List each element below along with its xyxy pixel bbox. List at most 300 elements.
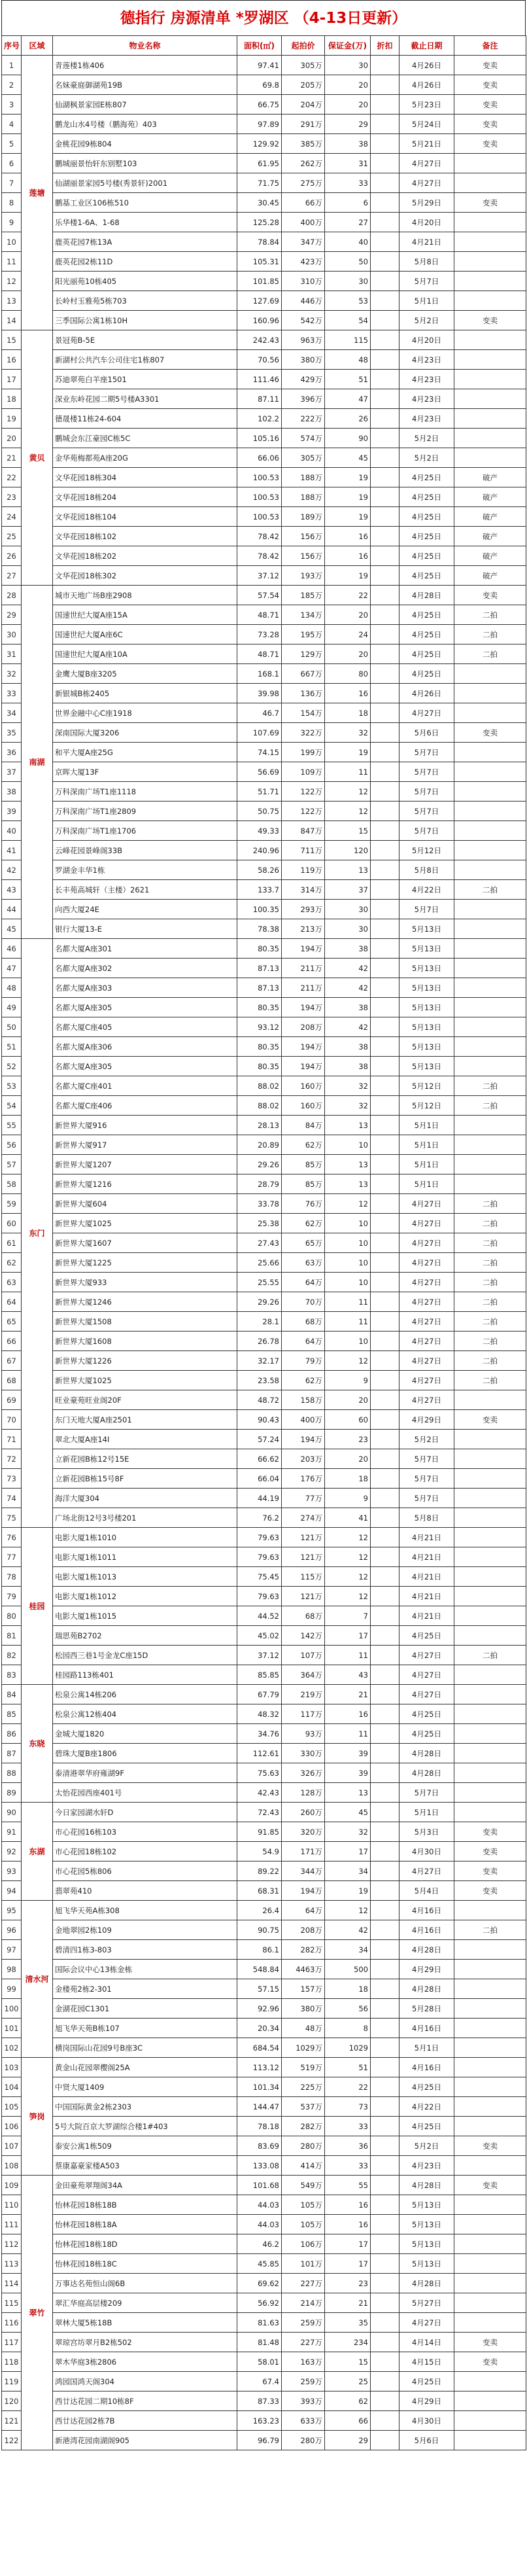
deposit-value: 55 (325, 2176, 371, 2195)
discount-value (371, 311, 400, 330)
row-number: 21 (2, 448, 22, 468)
property-name: 三季国际公寓1栋10H (53, 311, 237, 330)
property-name: 名都大厦A座303 (53, 978, 237, 998)
property-name: 万事达名苑恒山阁6B (53, 2274, 237, 2293)
area-value: 66.75 (237, 95, 282, 115)
area-value: 23.58 (237, 1371, 282, 1390)
deposit-value: 20 (325, 95, 371, 115)
remark-text (454, 154, 526, 173)
start-price: 194万 (282, 939, 325, 959)
discount-value (371, 762, 400, 782)
property-name: 西廿达花园二期10栋8F (53, 2391, 237, 2411)
start-price: 344万 (282, 1861, 325, 1881)
start-price: 62万 (282, 1214, 325, 1233)
discount-value (371, 252, 400, 272)
start-price: 225万 (282, 2077, 325, 2097)
deposit-value: 39 (325, 1744, 371, 1763)
property-name: 中贤大厦1409 (53, 2077, 237, 2097)
area-value: 105.16 (237, 429, 282, 448)
remark-text (454, 232, 526, 252)
header-cell-no: 序号 (2, 36, 22, 56)
deposit-value: 15 (325, 2352, 371, 2372)
discount-value (371, 684, 400, 703)
start-price: 320万 (282, 1822, 325, 1842)
start-price: 364万 (282, 1665, 325, 1685)
start-price: 64万 (282, 1273, 325, 1292)
start-price: 107万 (282, 1646, 325, 1665)
deadline-date: 5月7日 (400, 1449, 454, 1469)
property-name: 新世界大厦1246 (53, 1292, 237, 1312)
start-price: 396万 (282, 389, 325, 409)
remark-text (454, 2077, 526, 2097)
row-number: 6 (2, 154, 22, 173)
property-name: 新世界大厦1608 (53, 1332, 237, 1351)
table-row (2, 821, 526, 841)
row-number: 25 (2, 527, 22, 546)
deadline-date: 4月14日 (400, 2333, 454, 2352)
row-number: 7 (2, 173, 22, 193)
row-number: 13 (2, 291, 22, 311)
start-price: 280万 (282, 2431, 325, 2450)
table-row (2, 2176, 526, 2195)
row-number: 102 (2, 2038, 22, 2058)
row-number: 23 (2, 487, 22, 507)
row-number: 10 (2, 232, 22, 252)
table-row (2, 625, 526, 644)
table-row (2, 527, 526, 546)
deadline-date: 4月25日 (400, 487, 454, 507)
discount-value (371, 2372, 400, 2391)
start-price: 219万 (282, 1685, 325, 1704)
row-number: 71 (2, 1430, 22, 1449)
deadline-date: 5月13日 (400, 2195, 454, 2215)
deposit-value: 12 (325, 1587, 371, 1606)
deposit-value: 32 (325, 1822, 371, 1842)
start-price: 222万 (282, 409, 325, 429)
property-name: 翠琼宫坊翠月B2栋502 (53, 2333, 237, 2352)
start-price: 93万 (282, 1724, 325, 1744)
discount-value (371, 154, 400, 173)
area-value: 97.41 (237, 56, 282, 75)
discount-value (371, 1312, 400, 1332)
remark-text: 变卖 (454, 311, 526, 330)
table-row (2, 487, 526, 507)
property-name: 国速世纪大厦A座6C (53, 625, 237, 644)
property-name: 广场北街12号3号楼201 (53, 1508, 237, 1528)
deposit-value: 22 (325, 2077, 371, 2097)
deposit-value: 13 (325, 1174, 371, 1194)
area-value: 57.15 (237, 1979, 282, 1999)
area-value: 79.63 (237, 1528, 282, 1547)
row-number: 76 (2, 1528, 22, 1547)
deadline-date: 4月21日 (400, 1606, 454, 1626)
deadline-date: 5月12日 (400, 1096, 454, 1116)
discount-value (371, 1253, 400, 1273)
remark-text (454, 860, 526, 880)
start-price: 310万 (282, 272, 325, 291)
discount-value (371, 2293, 400, 2313)
area-value: 101.85 (237, 272, 282, 291)
deadline-date: 4月25日 (400, 2372, 454, 2391)
start-price: 227万 (282, 2274, 325, 2293)
property-name: 翡翠苑410 (53, 1881, 237, 1901)
remark-text: 变卖 (454, 134, 526, 154)
deadline-date: 4月25日 (400, 566, 454, 586)
property-name: 泰安公寓1栋509 (53, 2136, 237, 2156)
deadline-date: 4月26日 (400, 684, 454, 703)
deadline-date: 4月27日 (400, 1390, 454, 1410)
discount-value (371, 1567, 400, 1587)
deadline-date: 4月27日 (400, 1371, 454, 1390)
deadline-date: 5月6日 (400, 2431, 454, 2450)
remark-text (454, 1724, 526, 1744)
start-price: 188万 (282, 487, 325, 507)
area-value: 48.71 (237, 605, 282, 625)
deadline-date: 5月2日 (400, 1430, 454, 1449)
start-price: 380万 (282, 350, 325, 370)
row-number: 101 (2, 2019, 22, 2038)
start-price: 4463万 (282, 1960, 325, 1979)
table-row (2, 1626, 526, 1646)
remark-text (454, 429, 526, 448)
area-value: 100.35 (237, 900, 282, 919)
deposit-value: 38 (325, 1057, 371, 1076)
area-value: 70.56 (237, 350, 282, 370)
table-row (2, 1017, 526, 1037)
area-value: 74.15 (237, 743, 282, 762)
property-name: 鹏龙山水4号楼（鹏海苑）403 (53, 115, 237, 134)
remark-text (454, 900, 526, 919)
deadline-date: 5月29日 (400, 193, 454, 213)
area-value: 58.26 (237, 860, 282, 880)
property-name: 金华苑梅都苑A座20G (53, 448, 237, 468)
deposit-value: 11 (325, 1312, 371, 1332)
deadline-date: 5月4日 (400, 1881, 454, 1901)
remark-text (454, 1763, 526, 1783)
row-number: 118 (2, 2352, 22, 2372)
discount-value (371, 880, 400, 900)
row-number: 12 (2, 272, 22, 291)
deposit-value: 20 (325, 1449, 371, 1469)
area-value: 48.72 (237, 1390, 282, 1410)
remark-text (454, 703, 526, 723)
deposit-value: 13 (325, 1116, 371, 1135)
start-price: 227万 (282, 2333, 325, 2352)
property-name: 万科深南广场T1座2809 (53, 802, 237, 821)
row-number: 73 (2, 1469, 22, 1489)
table-row (2, 2234, 526, 2254)
area-value: 20.34 (237, 2019, 282, 2038)
header-row (2, 36, 526, 56)
start-price: 62万 (282, 1135, 325, 1155)
table-row (2, 1646, 526, 1665)
row-number: 82 (2, 1646, 22, 1665)
row-number: 8 (2, 193, 22, 213)
remark-text: 变卖 (454, 75, 526, 95)
deposit-value: 38 (325, 1037, 371, 1057)
deposit-value: 12 (325, 1547, 371, 1567)
deposit-value: 10 (325, 1135, 371, 1155)
table-row (2, 1194, 526, 1214)
deadline-date: 5月28日 (400, 1999, 454, 2019)
district-label: 南湖 (22, 586, 53, 939)
start-price: 193万 (282, 566, 325, 586)
property-name: 乐华楼1-6A、1-68 (53, 213, 237, 232)
discount-value (371, 1371, 400, 1390)
remark-text (454, 1449, 526, 1469)
deposit-value: 25 (325, 2372, 371, 2391)
discount-value (371, 213, 400, 232)
table-row (2, 389, 526, 409)
deadline-date: 4月21日 (400, 1547, 454, 1567)
discount-value (371, 1783, 400, 1803)
row-number: 79 (2, 1587, 22, 1606)
start-price: 117万 (282, 1704, 325, 1724)
property-name: 海洋大厦304 (53, 1489, 237, 1508)
discount-value (371, 1803, 400, 1822)
remark-text: 变卖 (454, 2333, 526, 2352)
table-row (2, 1861, 526, 1881)
discount-value (371, 1410, 400, 1430)
remark-text: 二拍 (454, 625, 526, 644)
property-name: 名都大厦A座302 (53, 959, 237, 978)
discount-value (371, 134, 400, 154)
deposit-value: 42 (325, 1920, 371, 1940)
start-price: 142万 (282, 1626, 325, 1646)
table-row (2, 1842, 526, 1861)
deposit-value: 12 (325, 1901, 371, 1920)
area-value: 113.12 (237, 2058, 282, 2077)
table-row (2, 605, 526, 625)
deadline-date: 4月26日 (400, 75, 454, 95)
start-price: 400万 (282, 213, 325, 232)
table-row (2, 1057, 526, 1076)
deposit-value: 45 (325, 1803, 371, 1822)
deposit-value: 16 (325, 1704, 371, 1724)
deadline-date: 4月27日 (400, 1312, 454, 1332)
deadline-date: 5月1日 (400, 1803, 454, 1822)
deadline-date: 4月27日 (400, 1351, 454, 1371)
deadline-date: 4月30日 (400, 1842, 454, 1861)
row-number: 117 (2, 2333, 22, 2352)
area-value: 28.13 (237, 1116, 282, 1135)
remark-text (454, 998, 526, 1017)
property-name: 碧清四1栋3-803 (53, 1940, 237, 1960)
remark-text (454, 782, 526, 802)
remark-text (454, 821, 526, 841)
discount-value (371, 193, 400, 213)
area-value: 46.2 (237, 2234, 282, 2254)
remark-text (454, 1017, 526, 1037)
table-row (2, 232, 526, 252)
area-value: 107.69 (237, 723, 282, 743)
table-row (2, 1174, 526, 1194)
property-name: 仙湖丽景家园5号楼(秀景轩)2001 (53, 173, 237, 193)
property-name: 鹿英花园7栋13A (53, 232, 237, 252)
row-number: 86 (2, 1724, 22, 1744)
discount-value (371, 429, 400, 448)
property-name: 名都大厦A座301 (53, 939, 237, 959)
discount-value (371, 743, 400, 762)
property-name: 新港湾花园南湖阁905 (53, 2431, 237, 2450)
remark-text (454, 1960, 526, 1979)
remark-text: 变卖 (454, 1842, 526, 1861)
deposit-value: 42 (325, 978, 371, 998)
row-number: 20 (2, 429, 22, 448)
row-number: 24 (2, 507, 22, 527)
deposit-value: 27 (325, 213, 371, 232)
deadline-date: 4月23日 (400, 389, 454, 409)
deposit-value: 42 (325, 1017, 371, 1037)
deposit-value: 33 (325, 2156, 371, 2176)
row-number: 39 (2, 802, 22, 821)
property-name: 松园西三巷1号金龙C座15D (53, 1646, 237, 1665)
area-value: 54.9 (237, 1842, 282, 1861)
property-name: 新世界大厦1225 (53, 1253, 237, 1273)
start-price: 429万 (282, 370, 325, 389)
discount-value (371, 2411, 400, 2431)
start-price: 48万 (282, 2019, 325, 2038)
deadline-date: 4月28日 (400, 1979, 454, 1999)
table-row (2, 664, 526, 684)
start-price: 211万 (282, 959, 325, 978)
deposit-value: 12 (325, 1567, 371, 1587)
deposit-value: 30 (325, 919, 371, 939)
table-row (2, 409, 526, 429)
deadline-date: 5月13日 (400, 2215, 454, 2234)
area-value: 97.89 (237, 115, 282, 134)
property-name: 5号大院百京大罗湖综合楼1#403 (53, 2117, 237, 2136)
deadline-date: 5月2日 (400, 311, 454, 330)
header-cell-district: 区域 (22, 36, 53, 56)
table-row (2, 2313, 526, 2333)
table-row (2, 998, 526, 1017)
table-row (2, 350, 526, 370)
row-number: 63 (2, 1273, 22, 1292)
table-row (2, 2038, 526, 2058)
table-row (2, 1430, 526, 1449)
property-name: 金桃花园9栋804 (53, 134, 237, 154)
discount-value (371, 1528, 400, 1547)
start-price: 119万 (282, 860, 325, 880)
deposit-value: 32 (325, 1076, 371, 1096)
deadline-date: 5月1日 (400, 2038, 454, 2058)
property-name: 翠北大厦A座14I (53, 1430, 237, 1449)
deposit-value: 30 (325, 900, 371, 919)
deposit-value: 33 (325, 173, 371, 193)
discount-value (371, 1626, 400, 1646)
row-number: 108 (2, 2156, 22, 2176)
discount-value (371, 1587, 400, 1606)
start-price: 76万 (282, 1194, 325, 1214)
deposit-value: 66 (325, 2411, 371, 2431)
deposit-value: 51 (325, 2058, 371, 2077)
table-row (2, 900, 526, 919)
start-price: 194万 (282, 1037, 325, 1057)
start-price: 185万 (282, 586, 325, 605)
row-number: 61 (2, 1233, 22, 1253)
start-price: 156万 (282, 527, 325, 546)
property-name: 长丰苑高城轩（主楼）2621 (53, 880, 237, 900)
remark-text (454, 1979, 526, 1999)
row-number: 34 (2, 703, 22, 723)
remark-text (454, 1508, 526, 1528)
discount-value (371, 644, 400, 664)
remark-text (454, 1999, 526, 2019)
property-name: 金湖花园C1301 (53, 1999, 237, 2019)
property-name: 和平大厦A座25G (53, 743, 237, 762)
discount-value (371, 1940, 400, 1960)
row-number: 113 (2, 2254, 22, 2274)
area-value: 684.54 (237, 2038, 282, 2058)
start-price: 380万 (282, 1999, 325, 2019)
area-value: 100.53 (237, 507, 282, 527)
deposit-value: 45 (325, 448, 371, 468)
remark-text: 二拍 (454, 1292, 526, 1312)
area-value: 111.46 (237, 370, 282, 389)
property-name: 名妹豪庭御湖苑19B (53, 75, 237, 95)
discount-value (371, 1489, 400, 1508)
discount-value (371, 1547, 400, 1567)
deadline-date: 4月16日 (400, 2058, 454, 2077)
row-number: 46 (2, 939, 22, 959)
row-number: 66 (2, 1332, 22, 1351)
area-value: 67.4 (237, 2372, 282, 2391)
deadline-date: 4月29日 (400, 1960, 454, 1979)
discount-value (371, 1449, 400, 1469)
property-name: 文华花园18栋104 (53, 507, 237, 527)
remark-text (454, 252, 526, 272)
deadline-date: 4月15日 (400, 2352, 454, 2372)
remark-text: 变卖 (454, 1861, 526, 1881)
table-row (2, 193, 526, 213)
remark-text: 破产 (454, 468, 526, 487)
property-name: 电影大厦1栋1012 (53, 1587, 237, 1606)
area-value: 100.53 (237, 487, 282, 507)
area-value: 29.26 (237, 1292, 282, 1312)
start-price: 84万 (282, 1116, 325, 1135)
table-row (2, 802, 526, 821)
property-name: 旺业豪苑旺业阁20F (53, 1390, 237, 1410)
property-name: 翠木华庭3栋2806 (53, 2352, 237, 2372)
deposit-value: 18 (325, 1979, 371, 1999)
remark-text (454, 1037, 526, 1057)
remark-text: 二拍 (454, 1253, 526, 1273)
row-number: 28 (2, 586, 22, 605)
area-value: 160.96 (237, 311, 282, 330)
start-price: 847万 (282, 821, 325, 841)
row-number: 81 (2, 1626, 22, 1646)
discount-value (371, 1233, 400, 1253)
discount-value (371, 2117, 400, 2136)
remark-text (454, 664, 526, 684)
table-row (2, 1901, 526, 1920)
deadline-date: 4月21日 (400, 232, 454, 252)
row-number: 74 (2, 1489, 22, 1508)
deadline-date: 4月27日 (400, 1233, 454, 1253)
property-name: 新世界大厦1508 (53, 1312, 237, 1332)
property-name: 新世界大厦933 (53, 1273, 237, 1292)
remark-text (454, 1626, 526, 1646)
area-value: 71.75 (237, 173, 282, 193)
remark-text: 变卖 (454, 2176, 526, 2195)
remark-text (454, 330, 526, 350)
deposit-value: 13 (325, 1155, 371, 1174)
deposit-value: 12 (325, 802, 371, 821)
property-name: 怡林花园18栋18D (53, 2234, 237, 2254)
deposit-value: 12 (325, 1528, 371, 1547)
property-name: 新世界大厦1226 (53, 1351, 237, 1371)
